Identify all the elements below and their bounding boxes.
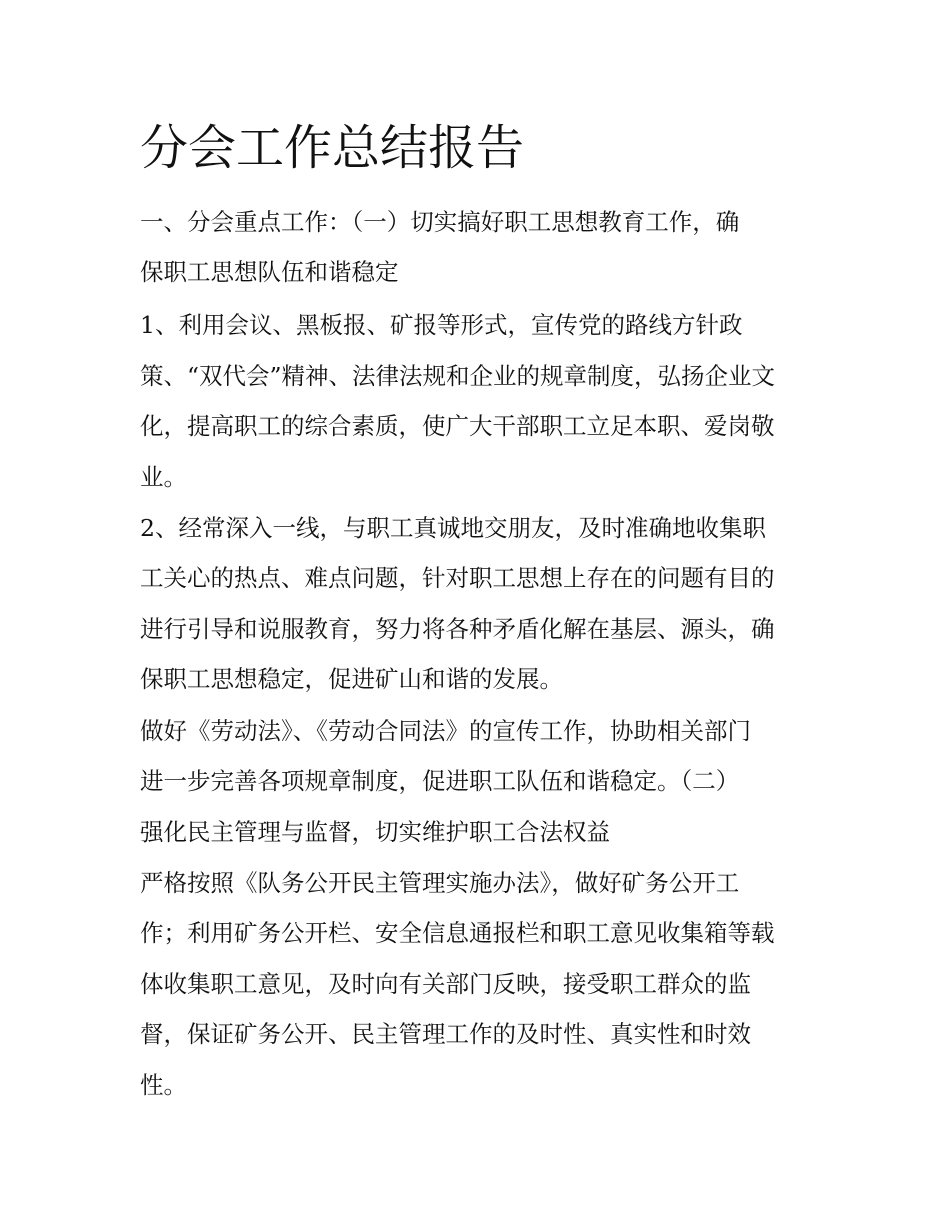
body-line: 做好《劳动法》、《劳动合同法》的宣传工作，协助相关部门 <box>140 717 751 745</box>
body-line: 1、利用会议、黑板报、矿报等形式，宣传党的路线方针政 <box>140 311 743 339</box>
body-line: 体收集职工意见，及时向有关部门反映，接受职工群众的监 <box>140 970 751 998</box>
body-line: 保职工思想稳定，促进矿山和谐的发展。 <box>140 665 563 693</box>
body-line: 工关心的热点、难点问题，针对职工思想上存在的问题有目的 <box>140 564 775 592</box>
body-line: 作；利用矿务公开栏、安全信息通报栏和职工意见收集箱等载 <box>140 919 775 947</box>
body-line: 进一步完善各项规章制度，促进职工队伍和谐稳定。（二） <box>140 767 740 795</box>
document-title: 分会工作总结报告 <box>140 120 525 176</box>
body-line: 进行引导和说服教育，努力将各种矛盾化解在基层、源头，确 <box>140 615 775 643</box>
body-line: 一、分会重点工作：（一）切实搞好职工思想教育工作，确 <box>140 208 740 236</box>
body-line: 业。 <box>140 463 187 491</box>
body-line: 严格按照《队务公开民主管理实施办法》，做好矿务公开工 <box>140 869 740 897</box>
body-line: 性。 <box>140 1071 187 1099</box>
body-line: 督，保证矿务公开、民主管理工作的及时性、真实性和时效 <box>140 1020 751 1048</box>
body-line: 2、经常深入一线，与职工真诚地交朋友，及时准确地收集职 <box>140 514 766 542</box>
body-line: 化，提高职工的综合素质，使广大干部职工立足本职、爱岗敬 <box>140 412 775 440</box>
body-line: 保职工思想队伍和谐稳定 <box>140 258 399 286</box>
body-line: 强化民主管理与监督，切实维护职工合法权益 <box>140 818 610 846</box>
body-line: 策、“双代会”精神、法律法规和企业的规章制度，弘扬企业文 <box>140 362 776 390</box>
